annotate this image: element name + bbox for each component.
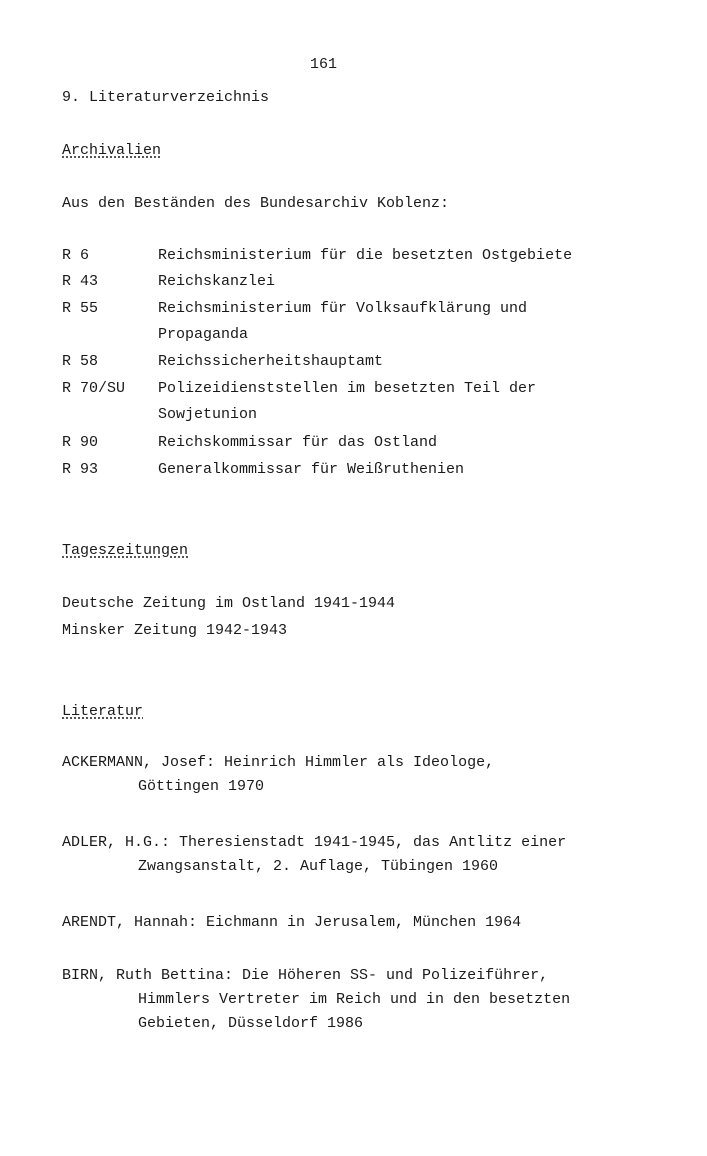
bibliography-entry [62, 754, 494, 795]
entry-line-continued: Himmlers Vertreter im Reich und in den besetzten [138, 991, 571, 1008]
page-number: 161 [310, 56, 338, 73]
entry-line: BIRN, Ruth Bettina: Die Höheren SS- und Polizeiführer, [62, 967, 549, 984]
record-code: R 58 [62, 353, 99, 370]
entry-line: ACKERMANN, Josef: Heinrich Himmler als Ideologe, [62, 754, 495, 771]
record-description-continued: Propaganda [158, 326, 249, 343]
section-heading-tageszeitungen: Tageszeitungen [62, 542, 189, 559]
entry-line-continued: Zwangsanstalt, 2. Auflage, Tübingen 1960 [138, 858, 499, 875]
record-description: Reichskommissar für das Ostland [158, 434, 438, 451]
bibliography-entry [62, 967, 570, 1032]
record-code: R 93 [62, 461, 99, 478]
record-code: R 90 [62, 434, 99, 451]
bibliography-entry [62, 914, 521, 931]
newspaper-item: Minsker Zeitung 1942-1943 [62, 622, 288, 639]
record-description: Reichskanzlei [158, 273, 276, 290]
section-heading-literatur: Literatur [62, 703, 144, 720]
record-code: R 70/SU [62, 380, 126, 397]
record-code: R 6 [62, 247, 90, 264]
section-heading-archivalien: Archivalien [62, 142, 162, 159]
record-code: R 55 [62, 300, 99, 317]
record-description: Polizeidienststellen im besetzten Teil der [158, 380, 537, 397]
entry-line: ADLER, H.G.: Theresienstadt 1941-1945, das Antlitz einer [62, 834, 567, 851]
record-description: Reichsministerium für Volksaufklärung und [158, 300, 528, 317]
entry-line-continued: Göttingen 1970 [138, 778, 265, 795]
archive-intro: Aus den Beständen des Bundesarchiv Koblenz: [62, 195, 450, 212]
newspaper-item: Deutsche Zeitung im Ostland 1941-1944 [62, 595, 396, 612]
record-description: Reichssicherheitshauptamt [158, 353, 384, 370]
chapter-title: 9. Literaturverzeichnis [62, 89, 270, 106]
record-code: R 43 [62, 273, 99, 290]
entry-line: ARENDT, Hannah: Eichmann in Jerusalem, München 1964 [62, 914, 522, 931]
record-description: Generalkommissar für Weißruthenien [158, 461, 465, 478]
entry-line-continued: Gebieten, Düsseldorf 1986 [138, 1015, 364, 1032]
bibliography-entry [62, 834, 566, 875]
record-description-continued: Sowjetunion [158, 406, 258, 423]
record-description: Reichsministerium für die besetzten Ostgebiete [158, 247, 573, 264]
